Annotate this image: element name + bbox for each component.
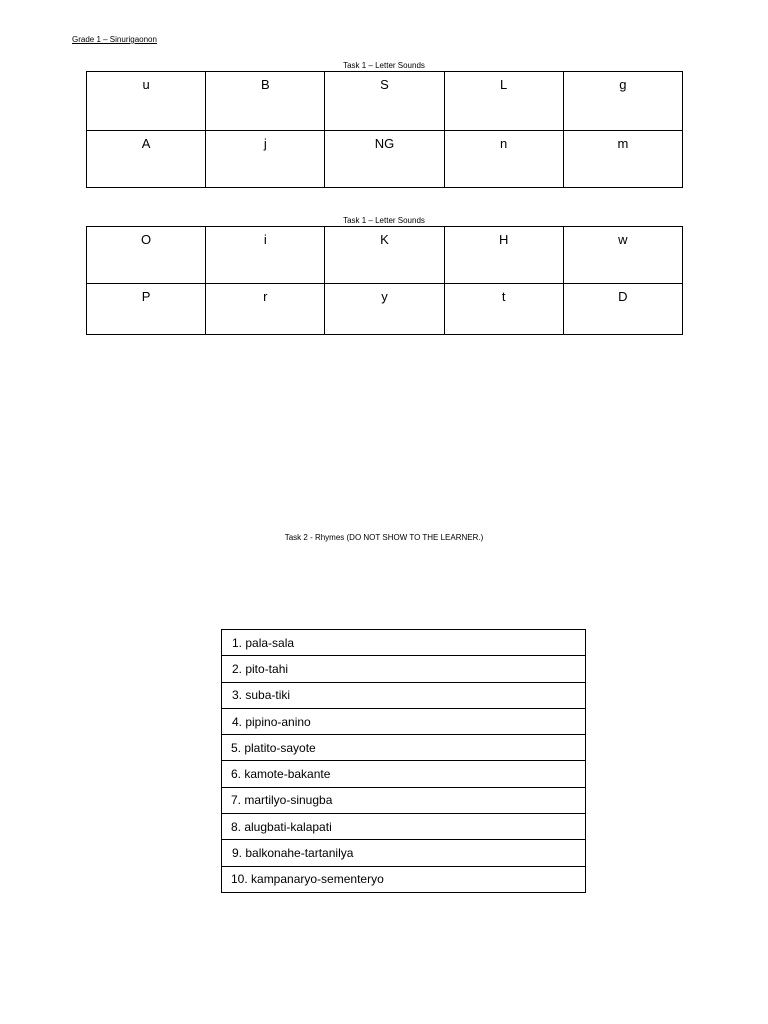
letter-cell: O [87, 227, 206, 284]
letter-cell: g [563, 72, 682, 131]
letter-cell: j [206, 131, 325, 188]
letter-cell: i [206, 227, 325, 284]
letter-cell: t [444, 284, 563, 335]
rhyme-item: 4. pipino-anino [222, 708, 586, 734]
rhyme-item: 6. kamote-bakante [222, 761, 586, 787]
document-header: Grade 1 – Sinurigaonon [72, 35, 157, 44]
rhyme-item: 9. balkonahe-tartanilya [222, 840, 586, 866]
table-row [222, 735, 586, 761]
letter-cell: S [325, 72, 444, 131]
table-row [222, 708, 586, 734]
task2-caption: Task 2 - Rhymes (DO NOT SHOW TO THE LEARNER.) [284, 533, 484, 542]
task1-caption-b: Task 1 – Letter Sounds [343, 216, 425, 225]
letter-row [87, 131, 683, 188]
letter-cell: m [563, 131, 682, 188]
letter-grid-b [86, 226, 683, 335]
letter-cell: K [325, 227, 444, 284]
letter-cell: A [87, 131, 206, 188]
letter-row [87, 284, 683, 335]
letter-cell: r [206, 284, 325, 335]
letter-cell: u [87, 72, 206, 131]
rhyme-item: 8. alugbati-kalapati [222, 814, 586, 840]
task1-caption-a: Task 1 – Letter Sounds [343, 61, 425, 70]
rhyme-item: 5. platito-sayote [222, 735, 586, 761]
letter-cell: w [563, 227, 682, 284]
letter-cell: NG [325, 131, 444, 188]
table-row [222, 656, 586, 682]
rhyme-item: 1. pala-sala [222, 630, 586, 656]
table-row [222, 840, 586, 866]
rhyme-item: 3. suba-tiki [222, 682, 586, 708]
table-row [222, 787, 586, 813]
letter-cell: H [444, 227, 563, 284]
letter-cell: D [563, 284, 682, 335]
rhyme-item: 7. martilyo-sinugba [222, 787, 586, 813]
letter-row [87, 72, 683, 131]
table-row [222, 682, 586, 708]
rhyme-table [221, 629, 586, 893]
table-row [222, 866, 586, 892]
table-row [222, 761, 586, 787]
letter-cell: n [444, 131, 563, 188]
letter-cell: P [87, 284, 206, 335]
letter-grid-a [86, 71, 683, 188]
letter-cell: L [444, 72, 563, 131]
letter-cell: B [206, 72, 325, 131]
letter-row [87, 227, 683, 284]
rhyme-item: 10. kampanaryo-sementeryo [222, 866, 586, 892]
table-row [222, 814, 586, 840]
rhyme-item: 2. pito-tahi [222, 656, 586, 682]
letter-cell: y [325, 284, 444, 335]
table-row [222, 630, 586, 656]
